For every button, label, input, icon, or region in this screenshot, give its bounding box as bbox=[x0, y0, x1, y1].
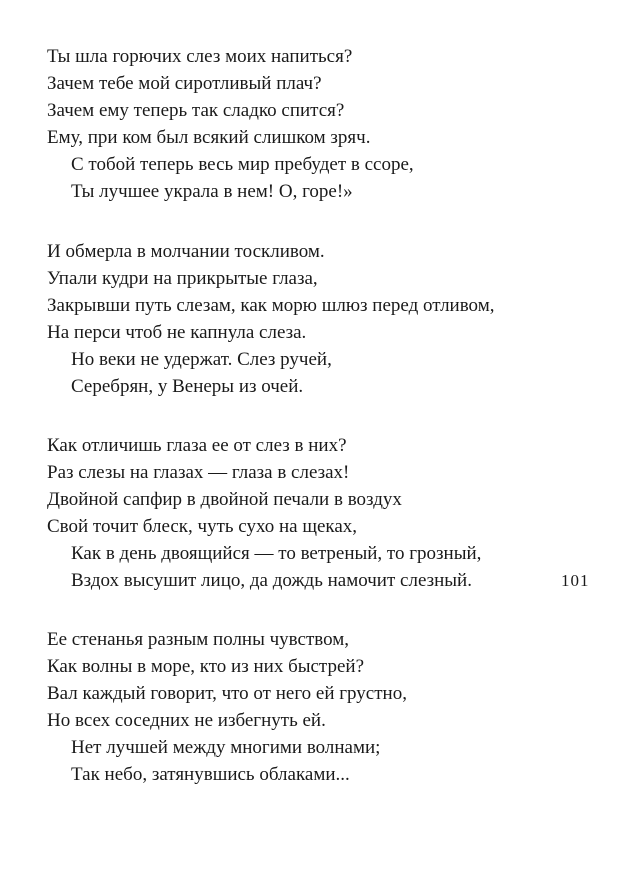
verse-line-indented: Вздох высушит лицо, да дождь намочит слезный. bbox=[71, 570, 472, 591]
verse-line: Раз слезы на глазах — глаза в слезах! bbox=[47, 462, 350, 483]
verse-line-indented: Нет лучшей между многими волнами; bbox=[71, 737, 381, 758]
verse-line: Ее стенанья разным полны чувством, bbox=[47, 629, 350, 650]
verse-line: Свой точит блеск, чуть сухо на щеках, bbox=[47, 516, 358, 537]
verse-line-indented: Так небо, затянувшись облаками... bbox=[71, 764, 350, 785]
verse-line-indented: Как в день двоящийся — то ветреный, то грозный, bbox=[71, 543, 482, 564]
verse-line: Зачем тебе мой сиротливый плач? bbox=[47, 73, 322, 94]
verse-line: Двойной сапфир в двойной печали в воздух bbox=[47, 489, 402, 510]
verse-line: И обмерла в молчании тоскливом. bbox=[47, 241, 325, 262]
verse-line-indented: Ты лучшее украла в нем! О, горе!» bbox=[71, 181, 353, 202]
verse-line: Как отличишь глаза ее от слез в них? bbox=[47, 435, 347, 456]
verse-line: Ты шла горючих слез моих напиться? bbox=[47, 46, 353, 67]
verse-line: Упали кудри на прикрытые глаза, bbox=[47, 268, 318, 289]
verse-line: Но всех соседних не избегнуть ей. bbox=[47, 710, 326, 731]
stanza-2 bbox=[47, 238, 587, 400]
verse-line-indented: С тобой теперь весь мир пребудет в ссоре, bbox=[71, 154, 414, 175]
verse-line-indented: Серебрян, у Венеры из очей. bbox=[71, 376, 304, 397]
verse-line: Зачем ему теперь так сладко спится? bbox=[47, 100, 345, 121]
verse-line: Закрывши путь слезам, как морю шлюз перед отливом, bbox=[47, 295, 495, 316]
stanza-4 bbox=[47, 626, 587, 788]
verse-line: Как волны в море, кто из них быстрей? bbox=[47, 656, 364, 677]
line-number: 101 bbox=[561, 571, 590, 590]
verse-line: Вал каждый говорит, что от него ей грустно, bbox=[47, 683, 407, 704]
verse-line-indented: Но веки не удержат. Слез ручей, bbox=[71, 349, 332, 370]
stanza-1 bbox=[47, 43, 587, 205]
verse-line: На перси чтоб не капнула слеза. bbox=[47, 322, 307, 343]
stanza-3 bbox=[47, 432, 587, 594]
verse-line: Ему, при ком был всякий слишком зряч. bbox=[47, 127, 371, 148]
